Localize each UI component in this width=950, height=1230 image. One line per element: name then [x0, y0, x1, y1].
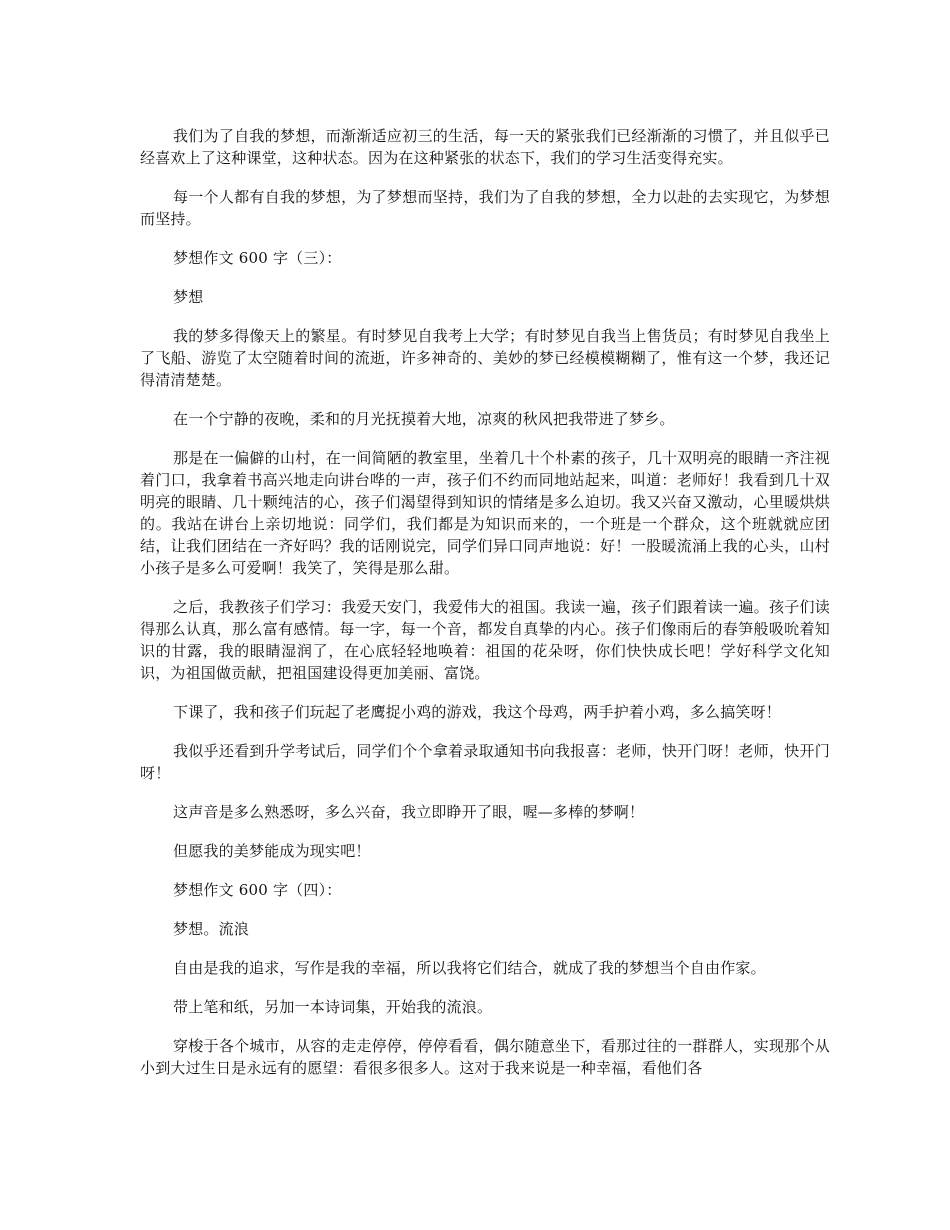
paragraph: 我们为了自我的梦想，而渐渐适应初三的生活，每一天的紧张我们已经渐渐的习惯了，并且似乎已经喜欢上了这种课堂，这种状态。因为在这种紧张的状态下，我们的学习生活变得充实。: [140, 127, 830, 167]
paragraph: 穿梭于各个城市，从容的走走停停，停停看看，偶尔随意坐下，看那过往的一群群人，实现那个从小到大过生日是永远有的愿望：看很多很多人。这对于我来说是一种幸福，看他们各: [140, 1037, 830, 1077]
paragraph: 之后，我教孩子们学习：我爱天安门，我爱伟大的祖国。我读一遍，孩子们跟着读一遍。孩子们读得那么认真，那么富有感情。每一字，每一个音，都发自真挚的内心。孩子们像雨后的春笋般吸吮着知识的甘露，我的眼睛湿润了，在心底轻轻地唤着：祖国的花朵呀，你们快快成长吧！学好科学文化知识，为祖国做贡献，把祖国建设得更加美丽、富饶。: [140, 598, 830, 682]
paragraph: 我的梦多得像天上的繁星。有时梦见自我考上大学；有时梦见自我当上售货员；有时梦见自我坐上了飞船、游览了太空随着时间的流逝，许多神奇的、美妙的梦已经模模糊糊了，惟有这一个梦，我还记得清清楚楚。: [140, 327, 830, 389]
section-heading: 梦想作文 600 字（三）：: [173, 249, 342, 267]
paragraph: 那是在一偏僻的山村，在一间简陋的教室里，坐着几十个朴素的孩子，几十双明亮的眼睛一齐注视着门口，我拿着书高兴地走向讲台哗的一声，孩子们不约而同地站起来，叫道：老师好！我看到几十双明亮的眼睛、几十颗纯洁的心，孩子们渴望得到知识的情绪是多么迫切。我又兴奋又激动，心里暖烘烘的。我站在讲台上亲切地说：同学们，我们都是为知识而来的，一个班是一个群众，这个班就就应团结，让我们团结在一齐好吗？我的话刚说完，同学们异口同声地说：好！一股暖流涌上我的心头，山村小孩子是多么可爱啊！我笑了，笑得是那么甜。: [140, 449, 830, 577]
document-page: [140, 125, 830, 1096]
paragraph: 带上笔和纸，另加一本诗词集，开始我的流浪。: [173, 998, 493, 1016]
essay-title: 梦想。流浪: [173, 920, 250, 938]
paragraph: 自由是我的追求，写作是我的幸福，所以我将它们结合，就成了我的梦想当个自由作家。: [173, 959, 766, 977]
paragraph: 每一个人都有自我的梦想，为了梦想而坚持，我们为了自我的梦想，全力以赴的去实现它，为梦想而坚持。: [140, 188, 830, 228]
paragraph: 这声音是多么熟悉呀，多么兴奋，我立即睁开了眼，喔—多棒的梦啊！: [173, 803, 645, 821]
paragraph: 在一个宁静的夜晚，柔和的月光抚摸着大地，凉爽的秋风把我带进了梦乡。: [173, 410, 675, 428]
section-heading: 梦想作文 600 字（四）：: [173, 881, 342, 899]
paragraph: 但愿我的美梦能成为现实吧！: [173, 842, 371, 860]
paragraph: 我似乎还看到升学考试后，同学们个个拿着录取通知书向我报喜：老师，快开门呀！老师，快开门呀！: [140, 742, 830, 782]
paragraph: 下课了，我和孩子们玩起了老鹰捉小鸡的游戏，我这个母鸡，两手护着小鸡，多么搞笑呀！: [173, 703, 782, 721]
essay-title: 梦想: [173, 288, 204, 306]
